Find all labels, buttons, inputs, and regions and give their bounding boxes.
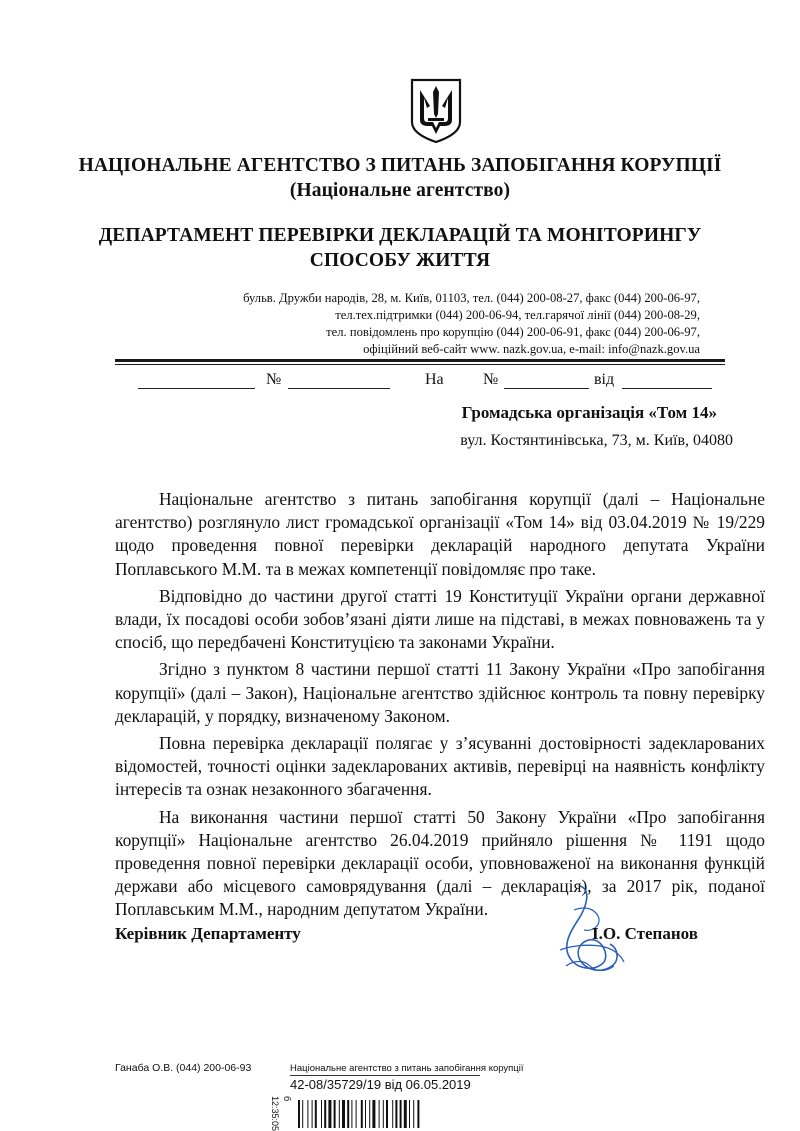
department-title-line1: ДЕПАРТАМЕНТ ПЕРЕВІРКИ ДЕКЛАРАЦІЙ ТА МОНІТОРИНГУ xyxy=(98,225,702,246)
incoming-date-blank xyxy=(622,388,712,389)
barcode-bar xyxy=(365,1100,366,1128)
barcode-bar xyxy=(302,1100,303,1128)
contact-website-email: офіційний веб-сайт www. nazk.gov.ua, e-mail: info@nazk.gov.ua xyxy=(363,342,700,356)
barcode-bar xyxy=(369,1100,370,1128)
letter-body xyxy=(115,488,765,926)
department-title-line2: СПОСОБУ ЖИТТЯ xyxy=(309,250,491,271)
barcode-bar xyxy=(400,1100,402,1128)
body-paragraph-2: Відповідно до частини другої статті 19 Конституції України органи державної влади, їх посадові особи зобов’язані діяти лише на підставі, в межах повноважень та у спосіб, що передбачені Конституцією та законами України. xyxy=(115,585,765,653)
barcode-bar xyxy=(386,1100,388,1128)
agency-title: НАЦІОНАЛЬНЕ АГЕНТСТВО З ПИТАНЬ ЗАПОБІГАННЯ КОРУПЦІЇ xyxy=(78,155,722,176)
incoming-number-label: № xyxy=(483,371,499,388)
stamp-registration-number: 42-08/35729/19 від 06.05.2019 xyxy=(290,1077,471,1092)
barcode-bar xyxy=(315,1100,317,1128)
contact-address: бульв. Дружби народів, 28, м. Київ, 01103, тел. (044) 200-08-27, факс (044) 200-06-97, xyxy=(243,291,700,305)
barcode-bar xyxy=(413,1100,414,1128)
barcode-bar xyxy=(392,1100,393,1128)
barcode-bar xyxy=(361,1100,363,1128)
barcode-bar xyxy=(321,1100,322,1128)
barcode-bar xyxy=(417,1100,419,1128)
signer-role: Керівник Департаменту xyxy=(115,924,301,943)
body-paragraph-3: Згідно з пунктом 8 частини першої статті 11 Закону України «Про запобігання корупції» (далі – Закон), Національне агентство здійснює контроль та повну перевірку декларацій, у порядку, визначеному Законом. xyxy=(115,659,765,726)
outgoing-date-blank xyxy=(138,388,255,389)
reply-to-label: На xyxy=(425,371,444,388)
agency-short-name: (Національне агентство) xyxy=(289,180,511,201)
outgoing-number-blank xyxy=(288,388,390,389)
signer-name: І.О. Степанов xyxy=(592,924,698,943)
barcode xyxy=(298,1100,474,1128)
coat-of-arms-icon xyxy=(400,78,472,144)
registration-stamp xyxy=(290,1063,524,1092)
barcode-bar xyxy=(328,1100,331,1128)
barcode-bar xyxy=(298,1100,300,1128)
barcode-bar xyxy=(312,1100,313,1128)
barcode-bar xyxy=(307,1100,308,1128)
page-code: б xyxy=(282,1096,292,1102)
recipient-name: Громадська організація «Том 14» xyxy=(461,403,717,422)
barcode-bar xyxy=(372,1100,375,1128)
body-paragraph-1: Національне агентство з питань запобігання корупції (далі – Національне агентство) розглянуло лист громадської організації «Том 14» від 03.04.2019 № 19/229 щодо проведення повної перевірки декларацій народного депутата України Поплавського М.М. та в межах компетенції повідомляє про таке. xyxy=(115,489,765,579)
outgoing-number-label: № xyxy=(266,371,282,388)
body-paragraph-4: Повна перевірка декларації полягає у з’ясуванні достовірності задекларованих відомостей, точності оцінки задекларованих активів, перевірці на наявність конфлікту інтересів та ознак незаконного збагачення. xyxy=(115,733,765,800)
contact-corruption-phones: тел. повідомлень про корупцію (044) 200-06-91, факс (044) 200-06-97, xyxy=(326,325,700,339)
incoming-date-label: від xyxy=(594,371,615,388)
barcode-bar xyxy=(356,1100,357,1128)
incoming-number-blank xyxy=(504,388,589,389)
barcode-bar xyxy=(334,1100,336,1128)
executor-contact: Ганаба О.В. (044) 200-06-93 xyxy=(115,1062,252,1074)
barcode-bar xyxy=(324,1100,326,1128)
header-divider-thin xyxy=(115,364,725,365)
barcode-bar xyxy=(383,1100,384,1128)
barcode-bar xyxy=(379,1100,380,1128)
barcode-bar xyxy=(342,1100,345,1128)
body-paragraph-5: На виконання частини першої статті 50 Закону України «Про запобігання корупції» Національне агентство 26.04.2019 прийняло рішення № 1191 щодо проведення повної перевірки декларації особи, уповноваженої на виконання функцій держави або місцевого самоврядування (далі – декларація), за 2017 рік, поданої Поплавським М.М., народним депутатом України. xyxy=(115,806,765,920)
barcode-bar xyxy=(351,1100,352,1128)
barcode-bar xyxy=(339,1100,340,1128)
barcode-bar xyxy=(347,1100,349,1128)
barcode-bar xyxy=(395,1100,397,1128)
registration-time: 12:35:05 xyxy=(270,1096,280,1131)
recipient-address: вул. Костянтинівська, 73, м. Київ, 04080 xyxy=(460,432,733,449)
barcode-bar xyxy=(404,1100,407,1128)
barcode-bar xyxy=(409,1100,410,1128)
header-divider-thick xyxy=(115,359,725,362)
stamp-agency-name: Національне агентство з питань запобігання корупції xyxy=(290,1063,524,1074)
contact-support-phones: тел.тех.підтримки (044) 200-06-94, тел.гарячої лінії (044) 200-08-29, xyxy=(335,308,700,322)
